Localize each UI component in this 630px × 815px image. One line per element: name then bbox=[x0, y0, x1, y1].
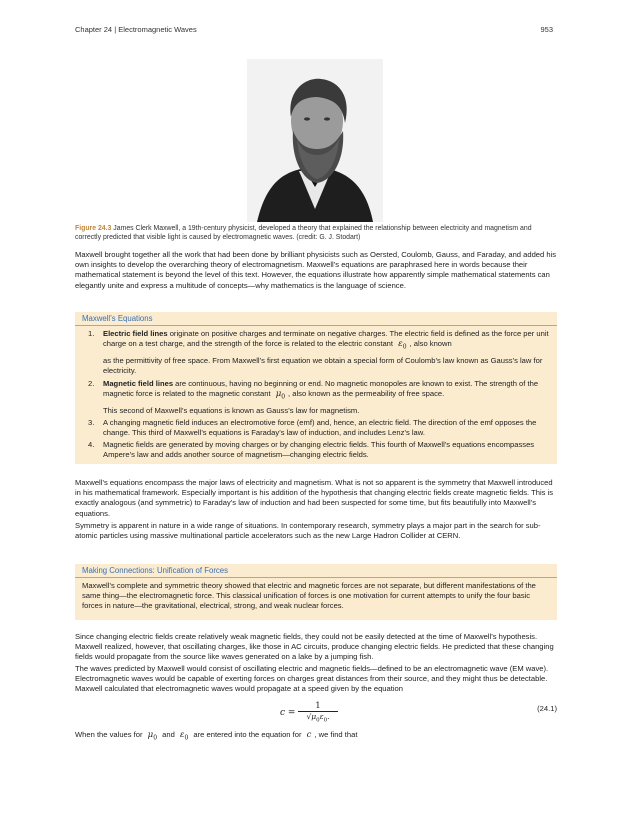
maxwell-equations-box bbox=[75, 312, 557, 464]
list-number: 3. bbox=[88, 417, 95, 427]
paragraph-symmetry-nature: Symmetry is apparent in nature in a wide range of situations. In contemporary research, symmetry plays a major part in the search for sub-atomic particles using massive multinational particle accelerators such as the new Large Hadron Collider at CERN. bbox=[75, 521, 541, 541]
list-text: A changing magnetic field induces an electromotive force (emf) and, hence, an electric field. The direction of the emf opposes the change. This third of Maxwell’s equations is Faraday’s law of induction, and includes Lenz’s law. bbox=[103, 417, 537, 437]
list-number: 1. bbox=[88, 329, 95, 338]
list-text: are continuous, having no beginning or end. No magnetic monopoles are known to exist. The strength of the magnetic force is related to the magnetic constant bbox=[103, 378, 539, 398]
equation-fraction bbox=[298, 702, 338, 726]
figure-label: Figure 24.3 bbox=[75, 225, 112, 232]
maxwell-box-title: Maxwell’s Equations bbox=[75, 312, 557, 326]
list-text: Magnetic fields are generated by moving charges or by changing electric fields. This fourth of Maxwell’s equations encompasses Ampere’s law and adds another source of magnetism—changing electric fields. bbox=[103, 440, 535, 460]
mu-symbol: $\mu_0$ bbox=[275, 388, 286, 401]
list-item bbox=[82, 418, 550, 438]
paragraph-intro: Maxwell brought together all the work that had been done by brilliant physicists such as Oersted, Coulomb, Gauss, and Faraday, and added his own insights to develop the overarching theory of electromagnetism. Maxwell’s equations are paraphrased here in words because their mathematical statement is beyond the level of this text. However, the equations illustrate how apparently simple mathematical statements can elegantly unite and express a multitude of concepts—why mathematics is the language of science. bbox=[75, 250, 557, 290]
portrait-icon bbox=[247, 59, 383, 222]
list-item bbox=[82, 440, 550, 460]
connections-box-title: Making Connections: Unification of Forces bbox=[75, 564, 557, 578]
list-text: , also known as the permeability of free space. bbox=[288, 388, 445, 398]
list-number: 4. bbox=[88, 440, 95, 450]
equation-number: (24.1) bbox=[537, 704, 557, 713]
list-continuation: as the permittivity of free space. From Maxwell’s first equation we obtain a special form of Coulomb’s law known as Gauss’s law for electricity. bbox=[103, 356, 543, 376]
paragraph-symmetry-framework: Maxwell’s equations encompass the major laws of electricity and magnetism. What is not so apparent is the symmetry that Maxwell introduced in his mathematical framework. Especially important is his addition of the hypothesis that changing electric fields create magnetic fields. This is exactly analogous (and symmetric) to Faraday’s law of induction and had been suspected for some time, but fits beautifully into Maxwell’s equations. bbox=[75, 478, 554, 518]
term-magnetic-field-lines: Magnetic field lines bbox=[103, 378, 174, 388]
list-item bbox=[82, 329, 550, 377]
term-electric-field-lines: Electric field lines bbox=[103, 329, 168, 338]
list-continuation: This second of Maxwell’s equations is known as Gauss’s law for magnetism. bbox=[103, 405, 360, 415]
figure-caption-text: James Clerk Maxwell, a 19th-century physicist, developed a theory that explained the relationship between electricity and magnetism and correctly predicted that visible light is caused by electromagnetic waves. (credit: G. J. Stodart) bbox=[75, 225, 532, 241]
connections-box-text: Maxwell’s complete and symmetric theory showed that electric and magnetic forces are not separate, but different manifestations of the same thing—the electromagnetic force. This classical unification of forces is one motivation for current attempts to unify the four basic forces in nature—the gravitational, electrical, strong, and weak nuclear forces. bbox=[82, 581, 536, 611]
epsilon-symbol: $\varepsilon_0$ bbox=[398, 339, 407, 351]
equation-numerator: 1 bbox=[298, 702, 338, 712]
mu-symbol: $\mu_0$ bbox=[147, 730, 158, 742]
list-text: , also known bbox=[409, 339, 452, 349]
figure-caption bbox=[75, 224, 557, 242]
equation-speed-of-light bbox=[270, 702, 350, 724]
paragraph-weak-fields: Since changing electric fields create relatively weak magnetic fields, they could not be easily detected at the time of Maxwell’s hypothesis. Maxwell realized, however, that oscillating charges, like those in AC circuits, produce changing electric fields. He predicted that these changing fields would propagate from the source like waves generated on a lake by a jumping fish. bbox=[75, 632, 554, 662]
portrait-photo bbox=[247, 59, 383, 222]
list-item bbox=[82, 379, 550, 416]
paragraph-em-waves: The waves predicted by Maxwell would consist of oscillating electric and magnetic fields—defined to be an electromagnetic wave (EM wave). Electromagnetic waves would be capable of exerting forces on charges great distances from their source, and they might thus be detectable. Maxwell calculated that electromagnetic waves would propagate at a speed given by the equation bbox=[75, 664, 549, 694]
making-connections-box bbox=[75, 564, 557, 620]
list-number: 2. bbox=[88, 378, 95, 388]
equation-lhs: c = bbox=[280, 708, 296, 718]
page-number: 953 bbox=[540, 25, 553, 34]
list-text: originate on positive charges and terminate on negative charges. The electric field is defined as the force per unit charge on a test charge, and the strength of the force is related to the electric constant bbox=[103, 329, 549, 349]
equation-denominator: $√\mu_0\varepsilon_0$. bbox=[306, 712, 330, 724]
epsilon-symbol: $\varepsilon_0$ bbox=[179, 730, 189, 742]
c-variable: c bbox=[306, 730, 312, 740]
paragraph-final-line: When the values for $\mu_0$ and $\varepsilon_0$ are entered into the equation for c , we find that bbox=[75, 730, 358, 742]
chapter-header: Chapter 24 | Electromagnetic Waves bbox=[75, 25, 197, 34]
maxwell-equations-list bbox=[82, 329, 550, 461]
